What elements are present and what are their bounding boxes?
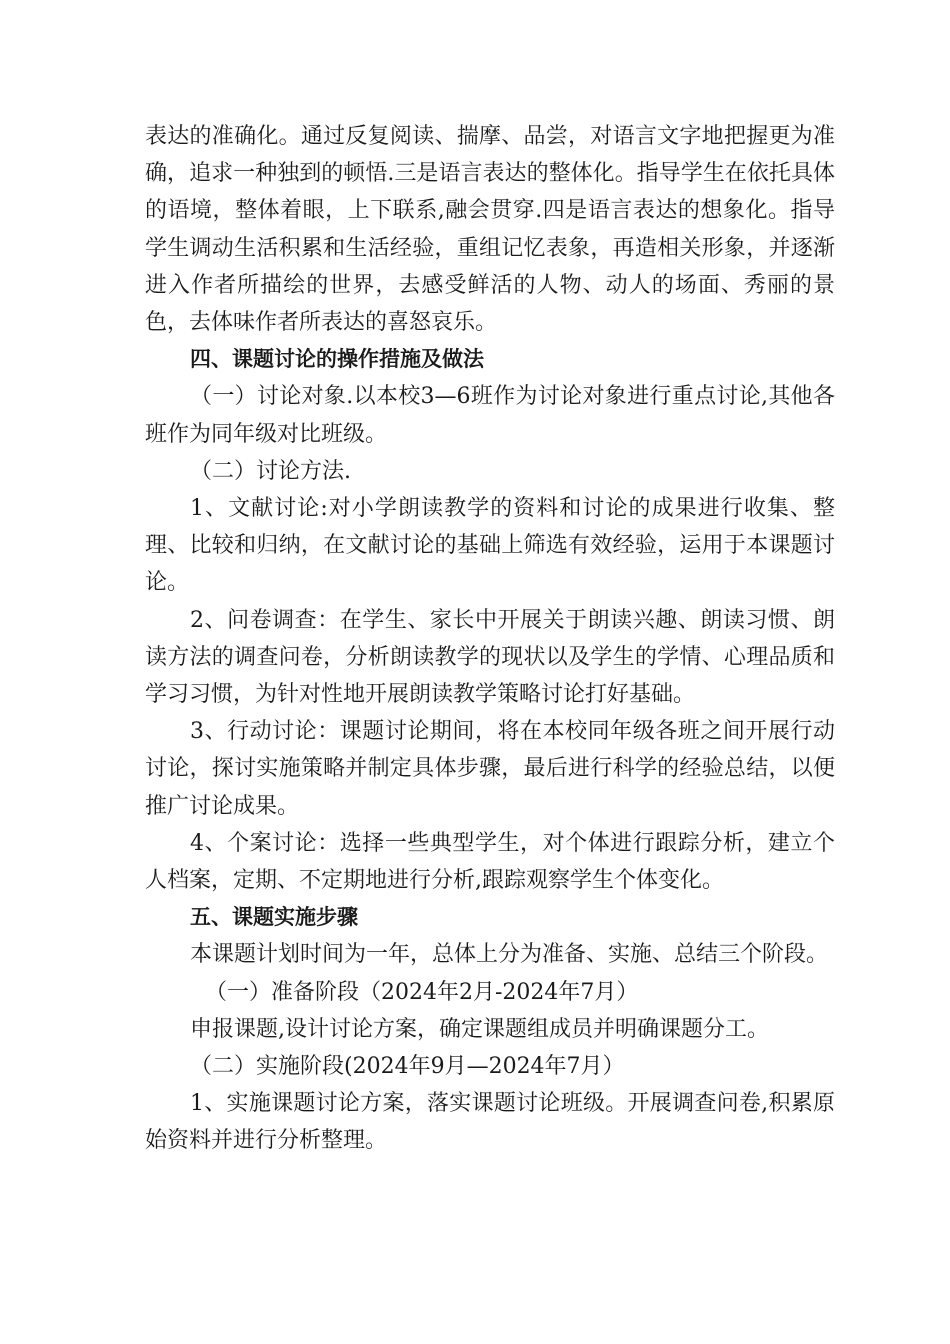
paragraph-implementation-stage: （二）实施阶段(2024年9月—2024年7月）	[190, 1054, 625, 1080]
paragraph-plan-overview: 本课题计划时间为一年，总体上分为准备、实施、总结三个阶段。	[190, 942, 829, 968]
paragraph-research-methods: （二）讨论方法.	[190, 458, 351, 484]
paragraph-research-subjects: （一）讨论对象.以本校3—6班作为讨论对象进行重点讨论,其他各班作为同年级对比班级。	[145, 384, 835, 447]
paragraph-questionnaire: 2、问卷调查：在学生、家长中开展关于朗读兴趣、朗读习惯、朗读方法的调查问卷，分析朗读教学的现状以及学生的学情、心理品质和学习习惯，为针对性地开展朗读教学策略讨论打好基础。	[145, 607, 835, 708]
paragraph-preparation-stage: （一）准备阶段（2024年2月-2024年7月）	[205, 979, 639, 1005]
paragraph-case-study: 4、个案讨论：选择一些典型学生，对个体进行跟踪分析，建立个人档案，定期、不定期地进行分析,跟踪观察学生个体变化。	[145, 830, 835, 894]
paragraph-implementation-step-1: 1、实施课题讨论方案，落实课题讨论班级。开展调查问卷,积累原始资料并进行分析整理。	[145, 1091, 835, 1154]
paragraph-preparation-tasks: 申报课题,设计讨论方案，确定课题组成员并明确课题分工。	[190, 1016, 769, 1042]
section-heading-5: 五、课题实施步骤	[190, 905, 358, 930]
paragraph-action-research: 3、行动讨论：课题讨论期间，将在本校同年级各班之间开展行动讨论，探讨实施策略并制定具体步骤，最后进行科学的经验总结，以便推广讨论成果。	[145, 719, 835, 819]
document-page	[145, 118, 835, 1160]
paragraph-language-expression: 表达的准确化。通过反复阅读、揣摩、品尝，对语言文字地把握更为准确，追求一种独到的顿悟.三是语言表达的整体化。指导学生在依托具体的语境，整体着眼，上下联系,融会贯穿.四是语言表达的想象化。指导学生调动生活积累和生活经验，重组记忆表象，再造相关形象，并逐渐进入作者所描绘的世界，去感受鲜活的人物、动人的场面、秀丽的景色，去体味作者所表达的喜怒哀乐。	[145, 124, 835, 336]
section-heading-4: 四、课题讨论的操作措施及做法	[190, 347, 484, 372]
paragraph-literature-review: 1、文献讨论:对小学朗读教学的资料和讨论的成果进行收集、整理、比较和归纳，在文献讨论的基础上筛选有效经验，运用于本课题讨论。	[145, 496, 835, 596]
